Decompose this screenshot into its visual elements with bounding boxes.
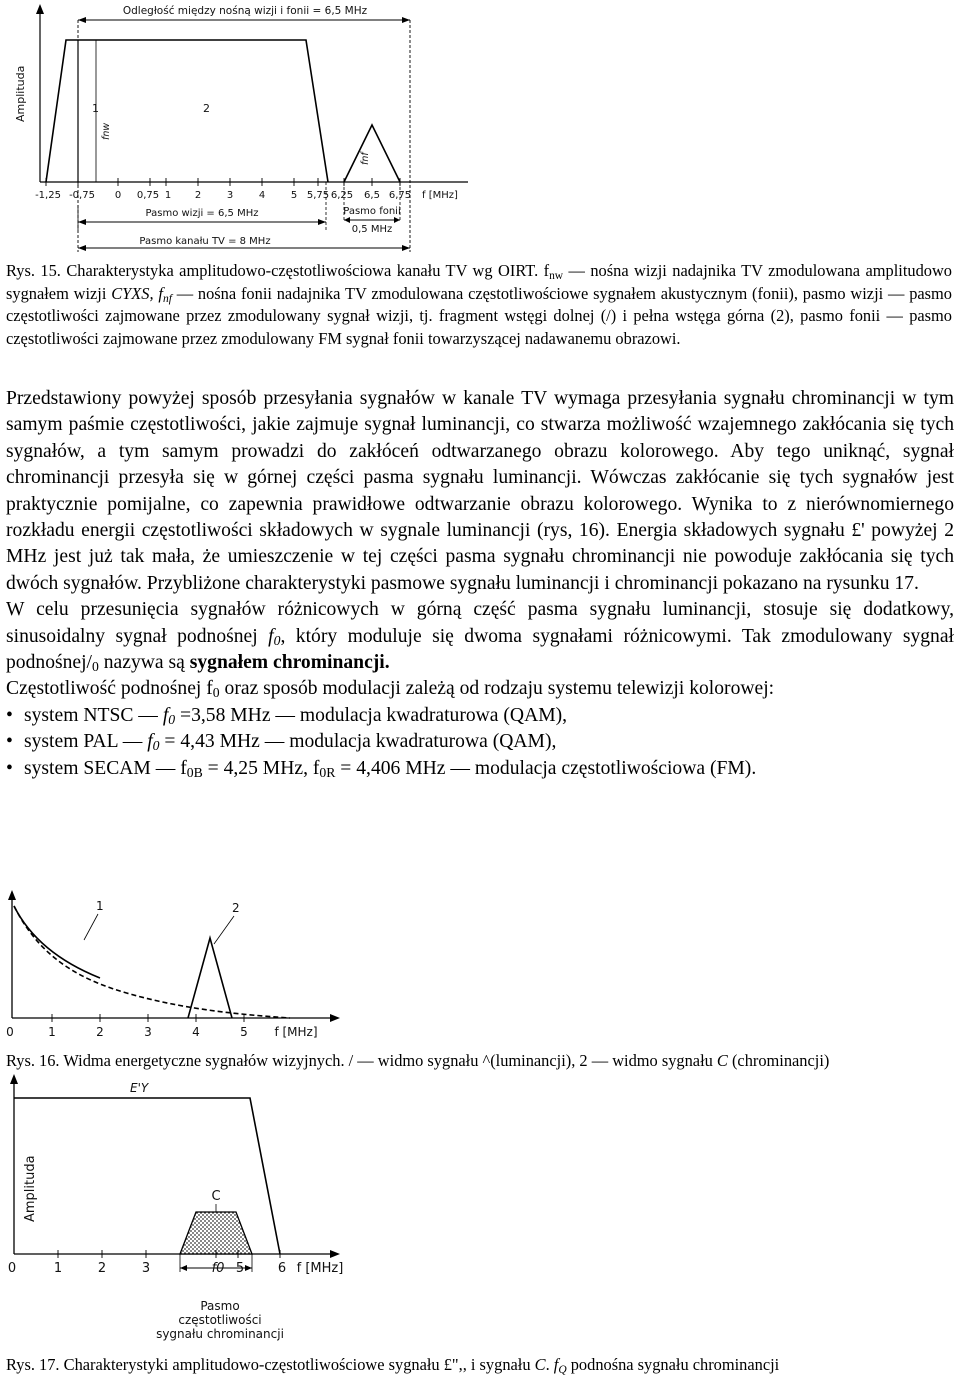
fig15-x-tick: 5	[290, 190, 298, 201]
list-item: • system SECAM — $f_{0B} = 4,25$ MHz, $f_{0R} = 4,406$ MHz — modulacja częstotliwościowa (FM).	[6, 756, 954, 782]
fig16-label-2: 2	[232, 901, 240, 915]
list-item: • system PAL — $f_0 = 4,43$ MHz — modulacja kwadraturowa (QAM),	[6, 729, 954, 755]
fig15-x-tick: -1,25	[35, 190, 61, 201]
fig17-ey-label: E'Y	[130, 1081, 149, 1095]
fig16-x-tick: 2	[96, 1025, 104, 1039]
fig15-x-tick: 4	[258, 190, 266, 201]
fig17-y-label: Amplituda	[23, 1155, 38, 1222]
figure-15-caption: Rys. 15. Charakterystyka amplitudowo-częstotliwościowa kanału TV wg OIRT. $f_{nw}$ — nośna wizji nadajnika TV zmodulowana amplitudowo sygnałem wizji CYXS, $f_{nf}$ — nośna fonii nadajnika TV zmodulowana częstotliwościowe sygnałem akustycznym (fonii), pasmo wizji — pasmo częstotliwości zajmowane przez zmodulowany sygnał wizji, tj. fragment wstęgi dolnej (/) i pełna wstęga górna (2), pasmo fonii — pasmo częstotliwości zajmowane przez zmodulowany FM sygnał fonii towarzyszącej nadawanemu obrazowi.	[6, 261, 952, 348]
fig15-x-tick: 6,25	[330, 190, 354, 201]
fig16-x-tick: f [MHz]	[274, 1025, 318, 1039]
fig15-band-audio: Pasmo fonii	[343, 206, 401, 217]
paragraph-1: Przedstawiony powyżej sposób przesyłania sygnałów w kanale TV wymaga przesyłania sygnału chrominancji w tym samym paśmie częstotliwości, jakie zajmuje sygnał luminancji, co stwarza możliwość wzajemnego zakłócania się tych sygnałów, a tym samym prowadzi do zakłóceń odtwarzanego obrazu kolorowego. Aby tego uniknąć, sygnał chrominancji przesyła się w górnej części pasma sygnału luminancji. Wówczas zakłócanie się tych sygnałów jest praktycznie pomijalne, co zapewnia prawidłowe odtwarzanie obrazu kolorowego. Wynika to z nierównomiernego rozkładu energii częstotliwości składowych w sygnale luminancji (rys, 16). Energia składowych sygnału £' powyżej 2 MHz jest już tak mała, że umieszczenie w tej części pasma sygnału chrominancji nie powoduje zakłócania się tych dwóch sygnałów. Przybliżone charakterystyki pasmowe sygnału luminancji i chrominancji pokazano na rysunku 17.	[6, 388, 954, 594]
body-text	[6, 386, 954, 782]
figure-17	[0, 1072, 360, 1352]
paragraph-2: W celu przesunięcia sygnałów różnicowych w górną część pasma sygnału luminancji, stosuje się dodatkowy, sinusoidalny sygnał podnośnej $f_0$, który moduluje się dwoma sygnałami różnicowymi. Tak zmodulowany sygnał podnośnej/$_0$ nazywa są sygnałem chrominancji.	[6, 599, 954, 675]
fig16-label-1: 1	[96, 899, 104, 913]
fig15-band-audio-value: 0,5 MHz	[351, 224, 393, 235]
fig17-c-label: C	[211, 1189, 221, 1204]
fig17-x-tick: f [MHz]	[296, 1261, 344, 1276]
fig17-x-tick: 1	[53, 1261, 63, 1276]
fig15-x-tick: 3	[226, 190, 234, 201]
fig17-x-tick: 0	[7, 1261, 17, 1276]
bullet-icon: •	[6, 704, 13, 726]
fig16-x-tick: 3	[144, 1025, 152, 1039]
fig15-fnf-label: fnf	[360, 152, 371, 165]
fig15-y-label: Amplituda	[14, 65, 27, 122]
fig15-x-tick: 2	[194, 190, 202, 201]
fig17-x-tick: 6	[277, 1261, 287, 1276]
fig15-band-channel: Pasmo kanału TV = 8 MHz	[139, 236, 271, 247]
figure-16-caption: Rys. 16. Widma energetyczne sygnałów wizyjnych. / — widmo sygnału ^(luminancji), 2 — widmo sygnału C (chrominancji)	[6, 1051, 830, 1070]
fig17-x-tick: 2	[97, 1261, 107, 1276]
fig17-band-line-2: częstotliwości	[178, 1313, 262, 1327]
bullet-icon: •	[6, 731, 13, 753]
fig15-x-tick: 6,5	[364, 190, 380, 201]
fig17-x-tick: f0	[211, 1261, 225, 1276]
fig16-x-tick: 4	[192, 1025, 200, 1039]
fig15-x-tick: 0,75	[136, 190, 160, 201]
bullet-icon: •	[6, 757, 13, 779]
fig15-x-tick: f [MHz]	[422, 190, 458, 201]
fig16-x-tick: 0	[6, 1025, 14, 1039]
fig17-band-line-1: Pasmo	[200, 1299, 240, 1313]
list-item: • system NTSC — $f_0 =3,58$ MHz — modulacja kwadraturowa (QAM),	[6, 703, 954, 729]
figure-15	[0, 0, 480, 256]
fig15-x-tick: 6,75	[388, 190, 412, 201]
fig17-band-line-3: sygnału chrominancji	[156, 1327, 284, 1341]
system-list	[6, 703, 954, 782]
figure-17-caption: Rys. 17. Charakterystyki amplitudowo-częstotliwościowe sygnału £",, i sygnału C. $f_Q$ podnośna sygnału chrominancji	[6, 1355, 780, 1376]
fig15-x-tick: 1	[164, 190, 172, 201]
fig15-x-tick: 5,75	[306, 190, 330, 201]
fig17-x-tick: 3	[141, 1261, 151, 1276]
fig16-x-tick: 1	[48, 1025, 56, 1039]
fig15-part1-label: 1	[92, 102, 99, 115]
paragraph-3: Częstotliwość podnośnej $f_0$ oraz sposób modulacji zależą od rodzaju systemu telewizji kolorowej:	[6, 678, 775, 701]
fig16-x-tick: 5	[240, 1025, 248, 1039]
fig15-x-tick: -0,75	[69, 190, 95, 201]
fig17-x-tick: 5	[235, 1261, 245, 1276]
fig15-fnw-label: fnw	[101, 122, 112, 140]
figure-16	[0, 888, 360, 1048]
fig15-top-label: Odległość między nośną wizji i fonii = 6,5 MHz	[122, 5, 368, 17]
fig15-x-tick: 0	[114, 190, 122, 201]
fig15-band-video: Pasmo wizji = 6,5 MHz	[145, 208, 259, 219]
fig15-part2-label: 2	[203, 102, 210, 115]
